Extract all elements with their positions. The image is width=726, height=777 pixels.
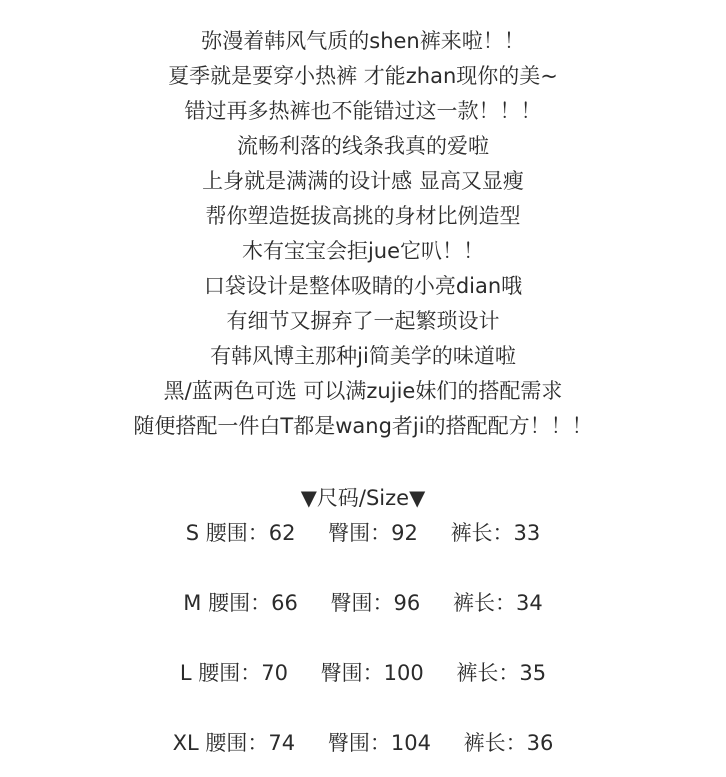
size-label: S bbox=[185, 521, 200, 545]
row-spacer bbox=[0, 691, 726, 726]
size-row-l bbox=[0, 656, 726, 691]
hip-value: 臀围：100 bbox=[320, 661, 424, 685]
waist-value: 腰围：70 bbox=[198, 661, 288, 685]
row-spacer bbox=[0, 621, 726, 656]
size-section-title: ▼尺码/Size▼ bbox=[300, 486, 426, 510]
product-description bbox=[0, 24, 726, 761]
size-row-s bbox=[0, 516, 726, 551]
size-and-waist bbox=[180, 656, 288, 691]
hip-value: 臀围：104 bbox=[327, 731, 431, 755]
hip-value: 臀围：96 bbox=[330, 591, 421, 615]
length-value: 裤长：36 bbox=[463, 731, 554, 755]
waist-value: 腰围：62 bbox=[205, 521, 296, 545]
description-line-11: 黑/蓝两色可选 可以满zujie妹们的搭配需求 bbox=[163, 379, 563, 403]
size-row-xl bbox=[0, 726, 726, 761]
waist-value: 腰围：66 bbox=[208, 591, 298, 615]
description-line-7: 木有宝宝会拒jue它叭！！ bbox=[241, 239, 485, 263]
description-line-2: 夏季就是要穿小热裤 才能zhan现你的美~ bbox=[168, 64, 558, 88]
row-spacer bbox=[0, 551, 726, 586]
length-value: 裤长：34 bbox=[452, 591, 543, 615]
description-line-8: 口袋设计是整体吸睛的小亮dian哦 bbox=[203, 274, 523, 298]
description-line-1: 弥漫着韩风气质的shen裤来啦！！ bbox=[201, 29, 525, 53]
length-value: 裤长：33 bbox=[450, 521, 541, 545]
section-spacer bbox=[0, 444, 726, 479]
description-line-4: 流畅利落的线条我真的爱啦 bbox=[237, 134, 489, 158]
size-row-m bbox=[0, 586, 726, 621]
length-value: 裤长：35 bbox=[456, 661, 547, 685]
waist-value: 腰围：74 bbox=[205, 731, 296, 755]
size-label: L bbox=[179, 661, 192, 685]
size-and-waist bbox=[183, 586, 298, 621]
size-and-waist bbox=[186, 516, 296, 551]
hip-value: 臀围：92 bbox=[328, 521, 418, 545]
size-label: XL bbox=[172, 731, 199, 755]
description-line-9: 有细节又摒弃了一起繁琐设计 bbox=[226, 309, 500, 333]
description-line-3: 错过再多热裤也不能错过这一款！！！ bbox=[184, 99, 542, 123]
size-and-waist bbox=[173, 726, 296, 761]
description-line-10: 有韩风博主那种ji简美学的味道啦 bbox=[210, 344, 516, 368]
description-line-5: 上身就是满满的设计感 显高又显瘦 bbox=[202, 169, 524, 193]
size-label: M bbox=[183, 591, 202, 615]
description-line-6: 帮你塑造挺拔高挑的身材比例造型 bbox=[205, 204, 521, 228]
description-line-12: 随便搭配一件白T都是wang者ji的搭配配方！！！ bbox=[133, 414, 593, 438]
